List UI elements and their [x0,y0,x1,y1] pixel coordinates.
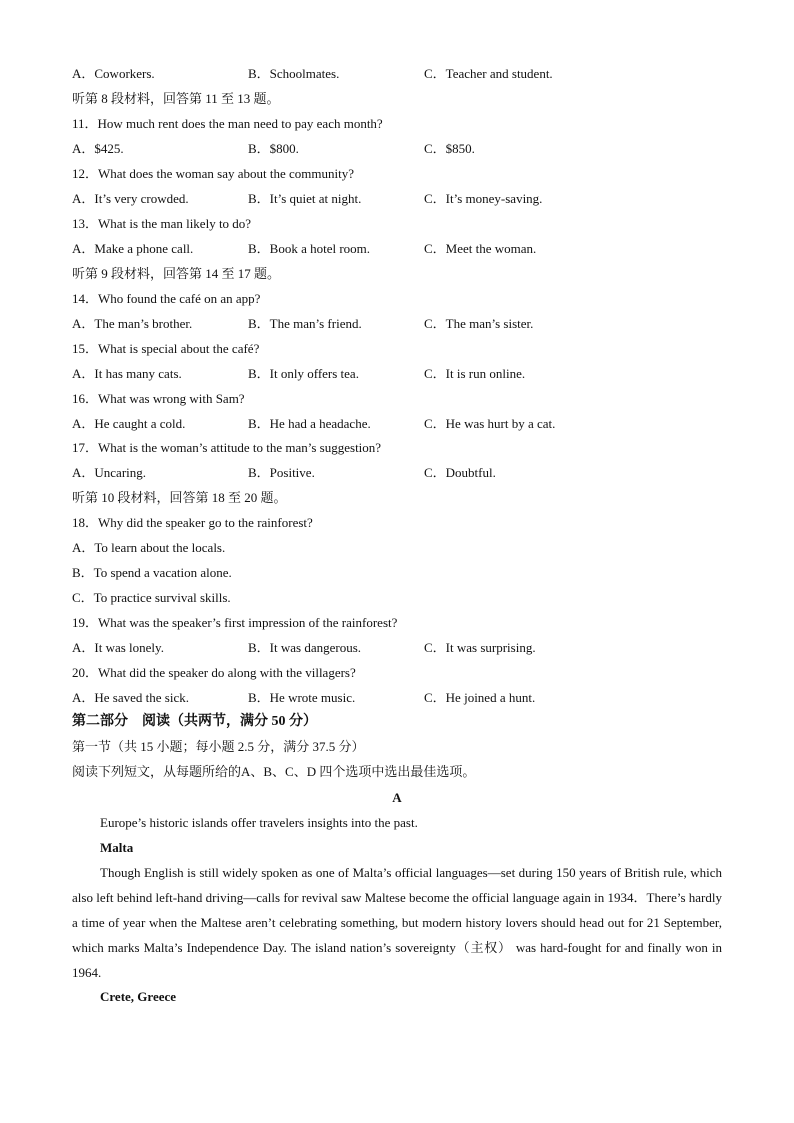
listening-instruction: 听第 8 段材料，回答第 11 至 13 题。 [72,91,280,106]
question-17: 17．What is the woman’s attitude to the man’s suggestion? [72,440,382,455]
option-b: B．$800. [248,141,299,156]
option-b: B．Book a hotel room. [248,241,371,256]
question-14: 14．Who found the café on an app? [72,291,261,306]
option-a: A．To learn about the locals. [72,540,226,555]
listening-instruction: 听第 10 段材料，回答第 18 至 20 题。 [72,490,287,505]
option-a: A．The man’s brother. [72,316,193,331]
option-b: B．It only offers tea. [248,366,359,381]
option-b: B．He wrote music. [248,690,356,705]
option-a: A．He saved the sick. [72,690,189,705]
question-11: 11．How much rent does the man need to pay each month? [72,116,383,131]
option-c: C．Teacher and student. [424,66,553,81]
option-a: A．It’s very crowded. [72,191,189,206]
question-13: 13．What is the man likely to do? [72,216,252,231]
question-19: 19．What was the speaker’s first impression of the rainforest? [72,615,398,630]
passage-intro: Europe’s historic islands offer travelers insights into the past. [100,815,418,830]
section1-title: 第一节（共 15 小题；每小题 2.5 分，满分 37.5 分） [72,739,365,754]
option-a: A．He caught a cold. [72,416,186,431]
option-b: B．The man’s friend. [248,316,362,331]
option-a: A．Make a phone call. [72,241,194,256]
option-c: C．$850. [424,141,475,156]
option-a: A．It was lonely. [72,640,164,655]
heading-malta: Malta [100,840,134,855]
listening-instruction: 听第 9 段材料，回答第 14 至 17 题。 [72,266,281,281]
question-16: 16．What was wrong with Sam? [72,391,245,406]
option-b: B．He had a headache. [248,416,371,431]
heading-crete: Crete, Greece [100,989,177,1004]
question-20: 20．What did the speaker do along with the villagers? [72,665,356,680]
part2-title: 第二部分 阅读（共两节，满分 50 分） [72,714,317,729]
option-c: C．It was surprising. [424,640,536,655]
option-c: C．The man’s sister. [424,316,534,331]
option-b: B．Schoolmates. [248,66,340,81]
option-c: C．He was hurt by a cat. [424,416,556,431]
question-12: 12．What does the woman say about the community? [72,166,354,181]
paragraph-malta: Though English is still widely spoken as one of Malta’s official languages—set during 150 years of British rule, which also left behind left-hand driving—calls for revival saw Maltese become the official language again in 1934．There’s hardly a time of year when the Maltese aren’t celebrating something, but modern history lovers should head out for 21 September, which marks Malta’s Independence Day. The island nation’s sovereignty（主权） was hard-fought for and finally won in 1964. [72,865,722,980]
question-15: 15．What is special about the café? [72,341,260,356]
option-c: C．To practice survival skills. [72,590,231,605]
option-c: C．Doubtful. [424,465,496,480]
option-c: C．It is run online. [424,366,526,381]
option-c: C．It’s money-saving. [424,191,543,206]
option-a: A．Coworkers. [72,66,155,81]
reading-instruction: 阅读下列短文，从每题所给的A、B、C、D 四个选项中选出最佳选项。 [72,764,476,779]
question-18: 18．Why did the speaker go to the rainforest? [72,515,313,530]
option-b: B．Positive. [248,465,315,480]
option-c: C．Meet the woman. [424,241,537,256]
option-a: A．Uncaring. [72,465,147,480]
option-b: B．It’s quiet at night. [248,191,362,206]
option-b: B．It was dangerous. [248,640,362,655]
option-a: A．It has many cats. [72,366,182,381]
option-a: A．$425. [72,141,124,156]
passage-label: A [392,790,402,805]
option-c: C．He joined a hunt. [424,690,536,705]
option-b: B．To spend a vacation alone. [72,565,232,580]
